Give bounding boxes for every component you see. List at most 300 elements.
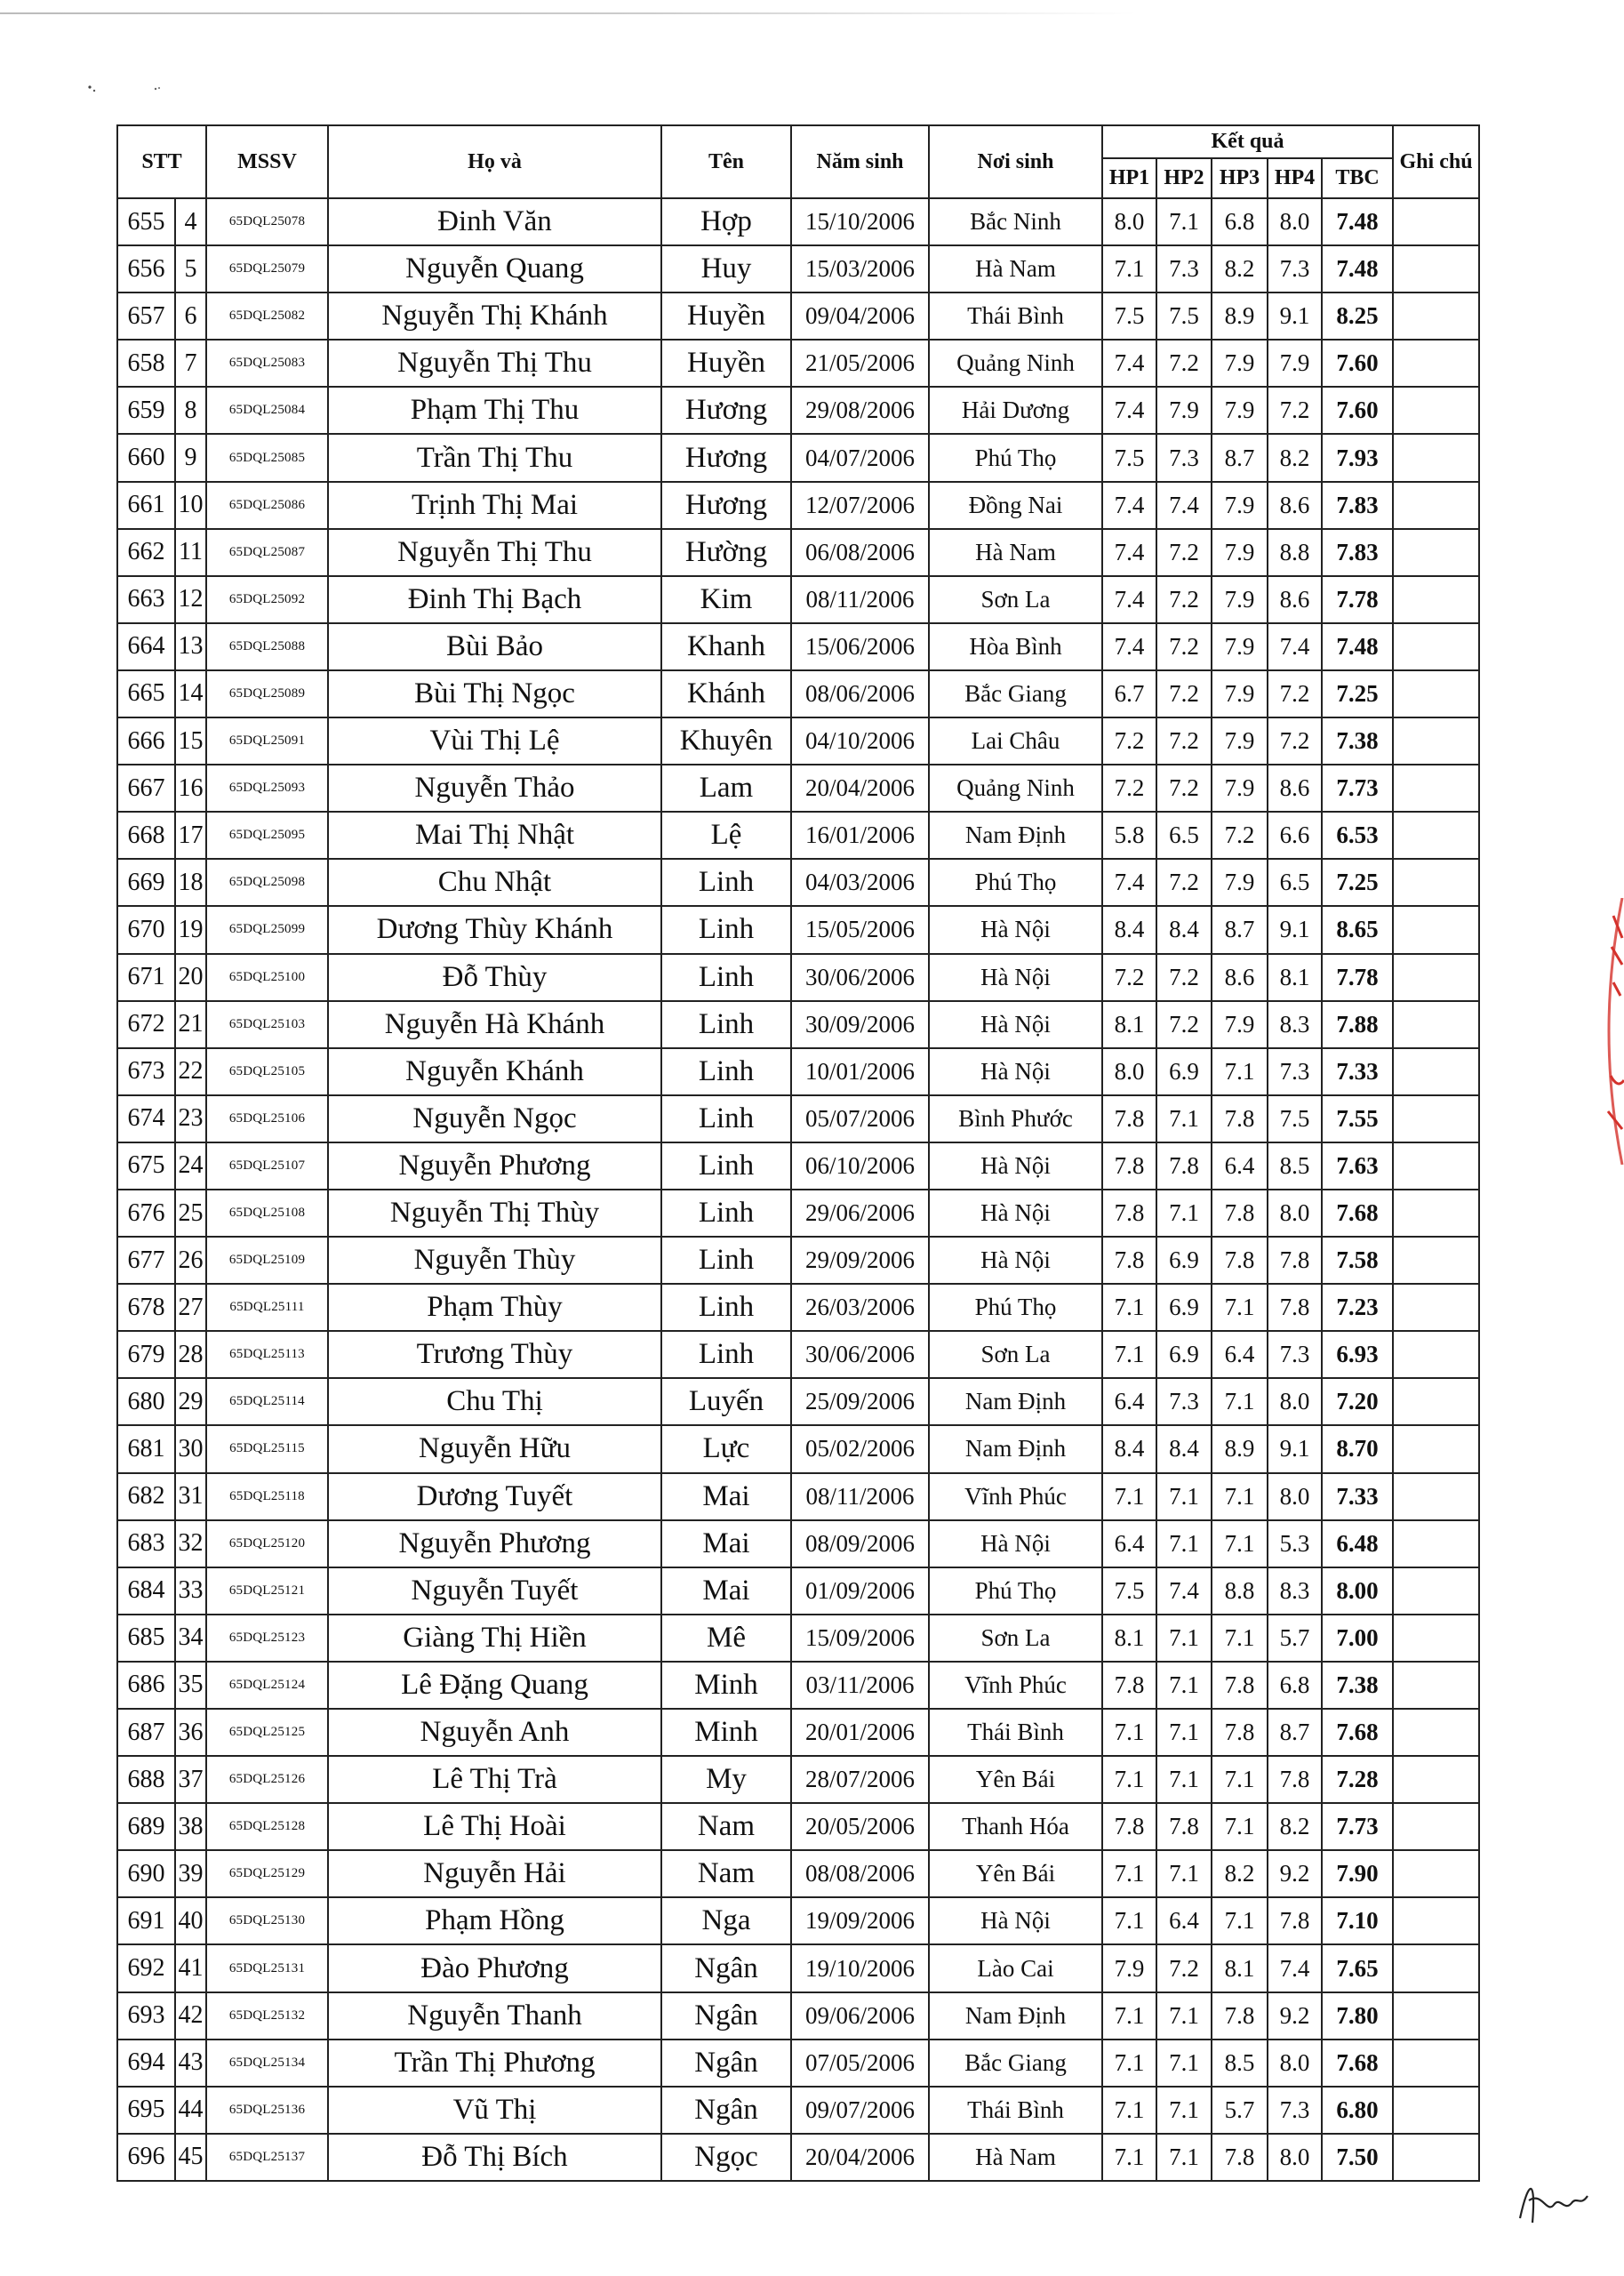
- table-row: [117, 859, 1479, 906]
- row-hp2: 7.2: [1156, 1001, 1212, 1048]
- row-tbc: 8.70: [1322, 1425, 1393, 1472]
- row-noi-sinh: Hà Nội: [929, 1237, 1102, 1284]
- row-ghi-chu: [1393, 1709, 1479, 1756]
- row-ghi-chu: [1393, 1237, 1479, 1284]
- row-ghi-chu: [1393, 1756, 1479, 1803]
- row-nam-sinh: 08/11/2006: [791, 576, 929, 623]
- row-tbc: 7.65: [1322, 1944, 1393, 1992]
- header-row-top: [117, 125, 1479, 158]
- row-index: 21: [175, 1001, 206, 1048]
- row-stt: 663: [117, 576, 175, 623]
- row-stt: 658: [117, 340, 175, 387]
- row-ghi-chu: [1393, 529, 1479, 576]
- row-hp2: 7.2: [1156, 859, 1212, 906]
- row-stt: 691: [117, 1897, 175, 1944]
- row-hp4: 8.5: [1268, 1142, 1322, 1190]
- row-index: 28: [175, 1331, 206, 1378]
- row-stt: 666: [117, 717, 175, 765]
- row-ho-va: Nguyễn Thị Thu: [328, 340, 661, 387]
- row-ho-va: Nguyễn Hà Khánh: [328, 1001, 661, 1048]
- row-ghi-chu: [1393, 906, 1479, 953]
- row-ten: Mai: [661, 1567, 791, 1615]
- table-row: [117, 434, 1479, 481]
- row-hp1: 7.1: [1102, 1331, 1156, 1378]
- row-stt: 661: [117, 482, 175, 529]
- row-ten: Khuyên: [661, 717, 791, 765]
- table-row: [117, 1473, 1479, 1520]
- row-ghi-chu: [1393, 1803, 1479, 1850]
- row-noi-sinh: Nam Định: [929, 1992, 1102, 2040]
- row-index: 40: [175, 1897, 206, 1944]
- row-ho-va: Lê Thị Trà: [328, 1756, 661, 1803]
- row-tbc: 7.78: [1322, 576, 1393, 623]
- row-noi-sinh: Quảng Ninh: [929, 765, 1102, 812]
- row-ten: Linh: [661, 1237, 791, 1284]
- row-nam-sinh: 09/04/2006: [791, 293, 929, 340]
- row-index: 9: [175, 434, 206, 481]
- row-hp3: 8.8: [1212, 1567, 1268, 1615]
- row-nam-sinh: 26/03/2006: [791, 1284, 929, 1331]
- row-hp2: 7.1: [1156, 1520, 1212, 1567]
- row-hp2: 7.1: [1156, 198, 1212, 245]
- row-ho-va: Đào Phương: [328, 1944, 661, 1992]
- row-ten: Luyến: [661, 1378, 791, 1425]
- row-mssv: 65DQL25118: [206, 1473, 328, 1520]
- row-index: 30: [175, 1425, 206, 1472]
- row-mssv: 65DQL25128: [206, 1803, 328, 1850]
- row-stt: 689: [117, 1803, 175, 1850]
- row-tbc: 6.93: [1322, 1331, 1393, 1378]
- table-row: [117, 1378, 1479, 1425]
- row-stt: 664: [117, 623, 175, 670]
- row-index: 14: [175, 670, 206, 717]
- row-stt: 667: [117, 765, 175, 812]
- row-mssv: 65DQL25125: [206, 1709, 328, 1756]
- row-hp3: 7.9: [1212, 576, 1268, 623]
- row-ten: Linh: [661, 1142, 791, 1190]
- row-mssv: 65DQL25078: [206, 198, 328, 245]
- row-hp1: 6.7: [1102, 670, 1156, 717]
- row-noi-sinh: Sơn La: [929, 576, 1102, 623]
- row-mssv: 65DQL25093: [206, 765, 328, 812]
- row-stt: 692: [117, 1944, 175, 1992]
- table-row: [117, 623, 1479, 670]
- row-mssv: 65DQL25126: [206, 1756, 328, 1803]
- row-ten: Lam: [661, 765, 791, 812]
- row-mssv: 65DQL25103: [206, 1001, 328, 1048]
- row-tbc: 7.90: [1322, 1850, 1393, 1897]
- row-ten: Minh: [661, 1662, 791, 1709]
- row-hp3: 7.9: [1212, 1001, 1268, 1048]
- row-ten: Hường: [661, 529, 791, 576]
- row-index: 22: [175, 1048, 206, 1095]
- row-hp3: 7.9: [1212, 670, 1268, 717]
- row-nam-sinh: 09/07/2006: [791, 2087, 929, 2134]
- row-hp1: 7.4: [1102, 340, 1156, 387]
- row-noi-sinh: Bắc Giang: [929, 2040, 1102, 2087]
- row-stt: 685: [117, 1615, 175, 1662]
- row-hp4: 7.3: [1268, 1331, 1322, 1378]
- header-ket-qua: Kết quả: [1102, 125, 1393, 158]
- row-ghi-chu: [1393, 812, 1479, 859]
- table-row: [117, 906, 1479, 953]
- row-hp2: 7.3: [1156, 1378, 1212, 1425]
- row-hp3: 7.1: [1212, 1520, 1268, 1567]
- row-hp1: 7.2: [1102, 717, 1156, 765]
- row-ghi-chu: [1393, 1425, 1479, 1472]
- header-stt: STT: [117, 125, 206, 198]
- row-noi-sinh: Thái Bình: [929, 2087, 1102, 2134]
- row-tbc: 7.55: [1322, 1095, 1393, 1142]
- row-mssv: 65DQL25134: [206, 2040, 328, 2087]
- row-hp1: 7.4: [1102, 482, 1156, 529]
- row-index: 17: [175, 812, 206, 859]
- table-row: [117, 765, 1479, 812]
- row-stt: 694: [117, 2040, 175, 2087]
- row-hp2: 7.2: [1156, 1944, 1212, 1992]
- row-tbc: 7.60: [1322, 387, 1393, 434]
- row-noi-sinh: Vĩnh Phúc: [929, 1662, 1102, 1709]
- row-hp2: 7.3: [1156, 245, 1212, 293]
- header-hp1: HP1: [1102, 158, 1156, 198]
- row-hp1: 7.1: [1102, 1992, 1156, 2040]
- header-ho-va: Họ và: [328, 125, 661, 198]
- row-hp1: 7.1: [1102, 245, 1156, 293]
- row-nam-sinh: 01/09/2006: [791, 1567, 929, 1615]
- row-ten: Linh: [661, 1001, 791, 1048]
- row-stt: 696: [117, 2134, 175, 2181]
- row-noi-sinh: Phú Thọ: [929, 859, 1102, 906]
- row-hp2: 7.1: [1156, 2040, 1212, 2087]
- row-stt: 683: [117, 1520, 175, 1567]
- row-hp3: 8.5: [1212, 2040, 1268, 2087]
- row-ten: Linh: [661, 1331, 791, 1378]
- row-hp3: 7.1: [1212, 1378, 1268, 1425]
- row-mssv: 65DQL25113: [206, 1331, 328, 1378]
- table-row: [117, 1803, 1479, 1850]
- row-ghi-chu: [1393, 2040, 1479, 2087]
- row-mssv: 65DQL25088: [206, 623, 328, 670]
- row-stt: 673: [117, 1048, 175, 1095]
- row-mssv: 65DQL25098: [206, 859, 328, 906]
- row-stt: 682: [117, 1473, 175, 1520]
- row-hp1: 6.4: [1102, 1378, 1156, 1425]
- row-mssv: 65DQL25083: [206, 340, 328, 387]
- row-hp2: 7.5: [1156, 293, 1212, 340]
- row-hp1: 7.1: [1102, 1284, 1156, 1331]
- row-hp2: 6.9: [1156, 1048, 1212, 1095]
- row-mssv: 65DQL25085: [206, 434, 328, 481]
- row-hp4: 8.3: [1268, 1567, 1322, 1615]
- row-stt: 695: [117, 2087, 175, 2134]
- table-row: [117, 1850, 1479, 1897]
- row-hp2: 7.1: [1156, 1095, 1212, 1142]
- table-row: [117, 717, 1479, 765]
- row-stt: 675: [117, 1142, 175, 1190]
- row-ho-va: Bùi Thị Ngọc: [328, 670, 661, 717]
- row-hp1: 7.1: [1102, 2040, 1156, 2087]
- row-hp4: 6.5: [1268, 859, 1322, 906]
- row-mssv: 65DQL25121: [206, 1567, 328, 1615]
- row-tbc: 7.58: [1322, 1237, 1393, 1284]
- row-index: 20: [175, 954, 206, 1001]
- row-hp4: 9.2: [1268, 1992, 1322, 2040]
- row-ghi-chu: [1393, 340, 1479, 387]
- row-ho-va: Phạm Thị Thu: [328, 387, 661, 434]
- scan-edge-line: [0, 12, 1624, 14]
- row-index: 38: [175, 1803, 206, 1850]
- header-ten: Tên: [661, 125, 791, 198]
- row-ho-va: Chu Nhật: [328, 859, 661, 906]
- row-hp3: 8.9: [1212, 293, 1268, 340]
- row-noi-sinh: Yên Bái: [929, 1850, 1102, 1897]
- row-mssv: 65DQL25111: [206, 1284, 328, 1331]
- red-stamp-fragment: [1587, 898, 1624, 1165]
- row-noi-sinh: Hòa Bình: [929, 623, 1102, 670]
- table-row: [117, 1897, 1479, 1944]
- row-nam-sinh: 20/05/2006: [791, 1803, 929, 1850]
- row-ghi-chu: [1393, 387, 1479, 434]
- row-ho-va: Trần Thị Phương: [328, 2040, 661, 2087]
- row-nam-sinh: 20/04/2006: [791, 2134, 929, 2181]
- row-noi-sinh: Hà Nam: [929, 529, 1102, 576]
- row-noi-sinh: Thái Bình: [929, 1709, 1102, 1756]
- table-row: [117, 1001, 1479, 1048]
- row-ghi-chu: [1393, 1048, 1479, 1095]
- row-nam-sinh: 08/09/2006: [791, 1520, 929, 1567]
- row-noi-sinh: Thái Bình: [929, 293, 1102, 340]
- row-hp3: 7.9: [1212, 623, 1268, 670]
- header-hp4: HP4: [1268, 158, 1322, 198]
- row-hp3: 7.8: [1212, 1190, 1268, 1237]
- row-ho-va: Nguyễn Thùy: [328, 1237, 661, 1284]
- row-nam-sinh: 09/06/2006: [791, 1992, 929, 2040]
- row-hp4: 6.6: [1268, 812, 1322, 859]
- row-hp4: 9.1: [1268, 1425, 1322, 1472]
- row-index: 27: [175, 1284, 206, 1331]
- row-tbc: 7.73: [1322, 765, 1393, 812]
- row-nam-sinh: 25/09/2006: [791, 1378, 929, 1425]
- row-tbc: 7.93: [1322, 434, 1393, 481]
- row-hp1: 7.5: [1102, 1567, 1156, 1615]
- table-row: [117, 482, 1479, 529]
- row-ghi-chu: [1393, 293, 1479, 340]
- table-row: [117, 198, 1479, 245]
- row-ghi-chu: [1393, 1662, 1479, 1709]
- row-nam-sinh: 30/09/2006: [791, 1001, 929, 1048]
- row-mssv: 65DQL25079: [206, 245, 328, 293]
- row-index: 15: [175, 717, 206, 765]
- row-mssv: 65DQL25114: [206, 1378, 328, 1425]
- row-stt: 684: [117, 1567, 175, 1615]
- row-nam-sinh: 04/03/2006: [791, 859, 929, 906]
- row-stt: 662: [117, 529, 175, 576]
- row-hp2: 7.1: [1156, 1190, 1212, 1237]
- row-hp3: 7.9: [1212, 765, 1268, 812]
- row-index: 18: [175, 859, 206, 906]
- row-ten: Kim: [661, 576, 791, 623]
- row-index: 37: [175, 1756, 206, 1803]
- row-ho-va: Vũ Thị: [328, 2087, 661, 2134]
- row-ho-va: Nguyễn Khánh: [328, 1048, 661, 1095]
- row-hp1: 7.1: [1102, 1850, 1156, 1897]
- row-nam-sinh: 06/08/2006: [791, 529, 929, 576]
- row-hp3: 7.9: [1212, 387, 1268, 434]
- row-ho-va: Dương Thùy Khánh: [328, 906, 661, 953]
- row-hp3: 7.9: [1212, 529, 1268, 576]
- row-hp2: 7.2: [1156, 670, 1212, 717]
- row-nam-sinh: 20/04/2006: [791, 765, 929, 812]
- row-noi-sinh: Hà Nội: [929, 906, 1102, 953]
- row-hp1: 7.4: [1102, 576, 1156, 623]
- row-noi-sinh: Lào Cai: [929, 1944, 1102, 1992]
- header-mssv: MSSV: [206, 125, 328, 198]
- table-row: [117, 1142, 1479, 1190]
- row-stt: 693: [117, 1992, 175, 2040]
- row-hp3: 7.1: [1212, 1615, 1268, 1662]
- row-ghi-chu: [1393, 1567, 1479, 1615]
- row-ghi-chu: [1393, 1190, 1479, 1237]
- row-ho-va: Nguyễn Tuyết: [328, 1567, 661, 1615]
- row-ten: Mai: [661, 1520, 791, 1567]
- row-ghi-chu: [1393, 1001, 1479, 1048]
- row-hp1: 5.8: [1102, 812, 1156, 859]
- row-ho-va: Đỗ Thị Bích: [328, 2134, 661, 2181]
- row-mssv: 65DQL25115: [206, 1425, 328, 1472]
- row-hp4: 8.1: [1268, 954, 1322, 1001]
- row-ho-va: Nguyễn Anh: [328, 1709, 661, 1756]
- row-nam-sinh: 21/05/2006: [791, 340, 929, 387]
- table-row: [117, 1237, 1479, 1284]
- row-stt: 690: [117, 1850, 175, 1897]
- row-tbc: 8.00: [1322, 1567, 1393, 1615]
- row-ten: Huy: [661, 245, 791, 293]
- row-nam-sinh: 04/10/2006: [791, 717, 929, 765]
- row-hp2: 7.1: [1156, 1709, 1212, 1756]
- row-ten: Lực: [661, 1425, 791, 1472]
- row-nam-sinh: 30/06/2006: [791, 1331, 929, 1378]
- row-ho-va: Lê Đặng Quang: [328, 1662, 661, 1709]
- row-hp4: 8.0: [1268, 2040, 1322, 2087]
- row-ten: Hương: [661, 434, 791, 481]
- row-index: 39: [175, 1850, 206, 1897]
- row-ho-va: Nguyễn Hải: [328, 1850, 661, 1897]
- row-index: 5: [175, 245, 206, 293]
- row-hp2: 7.8: [1156, 1142, 1212, 1190]
- row-mssv: 65DQL25131: [206, 1944, 328, 1992]
- row-nam-sinh: 29/08/2006: [791, 387, 929, 434]
- student-grades-table: [116, 124, 1480, 2182]
- row-hp2: 7.1: [1156, 2087, 1212, 2134]
- row-ho-va: Chu Thị: [328, 1378, 661, 1425]
- row-tbc: 6.80: [1322, 2087, 1393, 2134]
- row-hp4: 8.7: [1268, 1709, 1322, 1756]
- table-row: [117, 1190, 1479, 1237]
- row-noi-sinh: Hà Nam: [929, 2134, 1102, 2181]
- row-noi-sinh: Quảng Ninh: [929, 340, 1102, 387]
- row-noi-sinh: Sơn La: [929, 1615, 1102, 1662]
- row-ho-va: Nguyễn Thị Thu: [328, 529, 661, 576]
- row-ten: Mai: [661, 1473, 791, 1520]
- row-hp2: 7.1: [1156, 1992, 1212, 2040]
- row-stt: 674: [117, 1095, 175, 1142]
- row-tbc: 7.60: [1322, 340, 1393, 387]
- row-stt: 687: [117, 1709, 175, 1756]
- row-hp4: 8.2: [1268, 1803, 1322, 1850]
- row-index: 31: [175, 1473, 206, 1520]
- table-row: [117, 1331, 1479, 1378]
- row-ho-va: Bùi Bảo: [328, 623, 661, 670]
- row-hp3: 8.6: [1212, 954, 1268, 1001]
- row-hp1: 7.1: [1102, 2087, 1156, 2134]
- row-ghi-chu: [1393, 2087, 1479, 2134]
- row-tbc: 7.25: [1322, 670, 1393, 717]
- row-hp2: 6.9: [1156, 1284, 1212, 1331]
- row-tbc: 6.48: [1322, 1520, 1393, 1567]
- row-ho-va: Đinh Văn: [328, 198, 661, 245]
- row-stt: 679: [117, 1331, 175, 1378]
- row-stt: 670: [117, 906, 175, 953]
- row-mssv: 65DQL25087: [206, 529, 328, 576]
- row-nam-sinh: 20/01/2006: [791, 1709, 929, 1756]
- table-row: [117, 1048, 1479, 1095]
- row-noi-sinh: Bắc Giang: [929, 670, 1102, 717]
- row-nam-sinh: 05/07/2006: [791, 1095, 929, 1142]
- row-mssv: 65DQL25137: [206, 2134, 328, 2181]
- row-ten: Ngân: [661, 1944, 791, 1992]
- row-hp2: 7.8: [1156, 1803, 1212, 1850]
- row-ho-va: Phạm Hồng: [328, 1897, 661, 1944]
- row-hp2: 6.9: [1156, 1331, 1212, 1378]
- row-tbc: 7.83: [1322, 482, 1393, 529]
- row-hp3: 8.7: [1212, 906, 1268, 953]
- row-index: 24: [175, 1142, 206, 1190]
- row-hp1: 7.5: [1102, 434, 1156, 481]
- row-ho-va: Vùi Thị Lệ: [328, 717, 661, 765]
- row-noi-sinh: Hà Nam: [929, 245, 1102, 293]
- row-ghi-chu: [1393, 434, 1479, 481]
- table-row: [117, 812, 1479, 859]
- row-hp2: 7.2: [1156, 529, 1212, 576]
- row-mssv: 65DQL25123: [206, 1615, 328, 1662]
- row-hp4: 8.6: [1268, 765, 1322, 812]
- row-noi-sinh: Thanh Hóa: [929, 1803, 1102, 1850]
- row-noi-sinh: Hà Nội: [929, 1520, 1102, 1567]
- row-mssv: 65DQL25084: [206, 387, 328, 434]
- row-ghi-chu: [1393, 245, 1479, 293]
- row-hp3: 7.1: [1212, 1284, 1268, 1331]
- row-hp2: 7.2: [1156, 717, 1212, 765]
- table-row: [117, 387, 1479, 434]
- row-ten: Mê: [661, 1615, 791, 1662]
- row-hp4: 8.3: [1268, 1001, 1322, 1048]
- row-noi-sinh: Nam Định: [929, 1378, 1102, 1425]
- row-ho-va: Nguyễn Thanh: [328, 1992, 661, 2040]
- row-hp4: 8.0: [1268, 2134, 1322, 2181]
- row-hp4: 8.0: [1268, 198, 1322, 245]
- row-hp4: 7.8: [1268, 1897, 1322, 1944]
- row-ten: Linh: [661, 954, 791, 1001]
- row-tbc: 7.20: [1322, 1378, 1393, 1425]
- row-noi-sinh: Nam Định: [929, 1425, 1102, 1472]
- row-mssv: 65DQL25092: [206, 576, 328, 623]
- row-stt: 680: [117, 1378, 175, 1425]
- row-ho-va: Trần Thị Thu: [328, 434, 661, 481]
- row-hp4: 7.8: [1268, 1284, 1322, 1331]
- row-index: 43: [175, 2040, 206, 2087]
- row-index: 11: [175, 529, 206, 576]
- row-tbc: 7.48: [1322, 245, 1393, 293]
